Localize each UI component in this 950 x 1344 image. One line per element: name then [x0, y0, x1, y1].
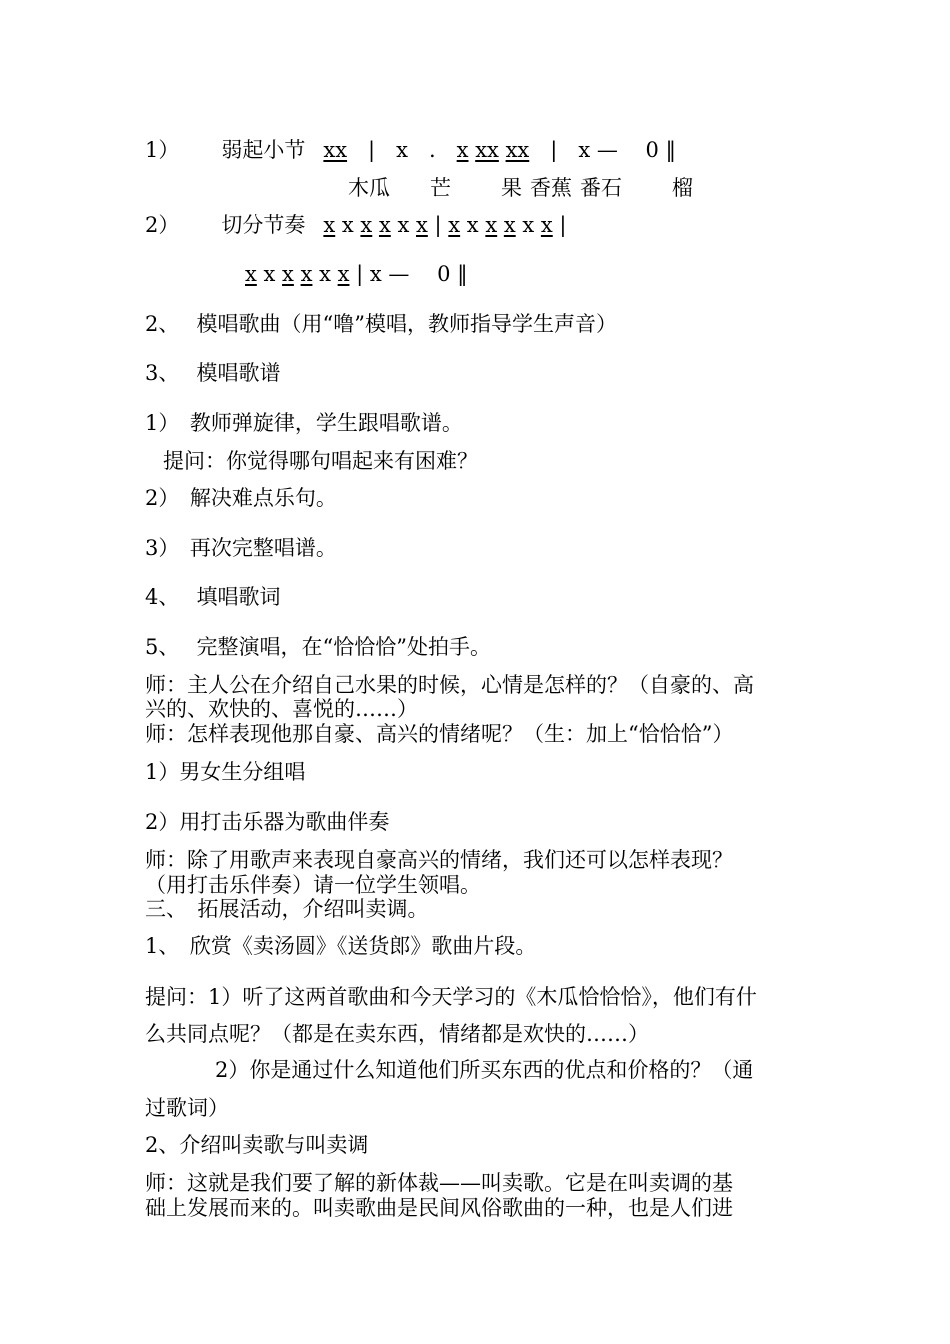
- text-line: 2） 解决难点乐句。: [145, 486, 337, 510]
- text-line: 4、 填唱歌词: [145, 585, 281, 609]
- text-line: 提问：你觉得哪句唱起来有困难？: [163, 449, 478, 473]
- text-line: （用打击乐伴奏）请一位学生领唱。: [145, 873, 481, 897]
- rhythm-line-1-label: 弱起小节: [221, 138, 306, 162]
- lyric-word: 果: [501, 176, 522, 200]
- rhythm-line-1-tail: x — 0 ‖: [578, 138, 677, 162]
- text-line: 么共同点呢？（都是在卖东西，情绪都是欢快的……）: [145, 1022, 649, 1046]
- text-line: 三、 拓展活动，介绍叫卖调。: [145, 897, 429, 921]
- rhythm-note: x: [456, 138, 469, 162]
- text-line: 3） 再次完整唱谱。: [145, 536, 337, 560]
- lyric-word: 香蕉: [530, 176, 572, 200]
- text-line: 师：这就是我们要了解的新体裁——叫卖歌。它是在叫卖调的基: [145, 1171, 733, 1195]
- rhythm-line-2-label: 切分节奏: [221, 213, 306, 237]
- rhythm-note: xx: [475, 138, 499, 162]
- rhythm-line-2-number: 2）: [145, 213, 180, 237]
- text-line: 2、 模唱歌曲（用“噜”模唱，教师指导学生声音）: [145, 312, 618, 336]
- rhythm-line-3: x x x x x x | x — 0 ‖: [245, 262, 468, 286]
- rhythm-note: xx: [505, 138, 530, 162]
- text-line: 1） 教师弹旋律，学生跟唱歌谱。: [145, 411, 463, 435]
- text-line: 过歌词）: [145, 1096, 229, 1120]
- text-line: 师：主人公在介绍自己水果的时候，心情是怎样的？（自豪的、高: [145, 673, 754, 697]
- text-line: 提问：1）听了这两首歌曲和今天学习的《木瓜恰恰恰》，他们有什: [145, 985, 757, 1009]
- rhythm-lyrics: [348, 176, 693, 200]
- lyric-word: 木瓜: [348, 176, 390, 200]
- text-line: 1）男女生分组唱: [145, 760, 306, 784]
- text-line: 础上发展而来的。叫卖歌曲是民间风俗歌曲的一种，也是人们进: [145, 1196, 733, 1220]
- text-line: 2、介绍叫卖歌与叫卖调: [145, 1133, 369, 1157]
- rhythm-line-1-number: 1）: [145, 138, 180, 162]
- lyric-word: 芒: [430, 176, 451, 200]
- lyric-word: 榴: [672, 176, 693, 200]
- text-line: 2）你是通过什么知道他们所买东西的优点和价格的？（通: [215, 1058, 754, 1082]
- text-line: 兴的、欢快的、喜悦的……）: [145, 697, 418, 721]
- rhythm-line-2: 2） 切分节奏 x x x x x x | x x x x x x |: [145, 213, 567, 237]
- lyric-word: 番石: [580, 176, 622, 200]
- text-line: 师：怎样表现他那自豪、高兴的情绪呢？（生：加上“恰恰恰”）: [145, 722, 734, 746]
- text-line: 2）用打击乐器为歌曲伴奏: [145, 810, 390, 834]
- rhythm-line-3-tail: x — 0 ‖: [369, 262, 468, 286]
- rhythm-note: xx: [323, 138, 348, 162]
- text-line: 1、 欣赏《卖汤圆》《送货郎》歌曲片段。: [145, 934, 537, 958]
- text-line: 师：除了用歌声来表现自豪高兴的情绪，我们还可以怎样表现？: [145, 848, 733, 872]
- text-line: 3、 模唱歌谱: [145, 361, 281, 385]
- rhythm-line-1: 1） 弱起小节 xx | x . x xx xx | x — 0 ‖: [145, 138, 677, 162]
- text-line: 5、 完整演唱，在“恰恰恰”处拍手。: [145, 635, 492, 659]
